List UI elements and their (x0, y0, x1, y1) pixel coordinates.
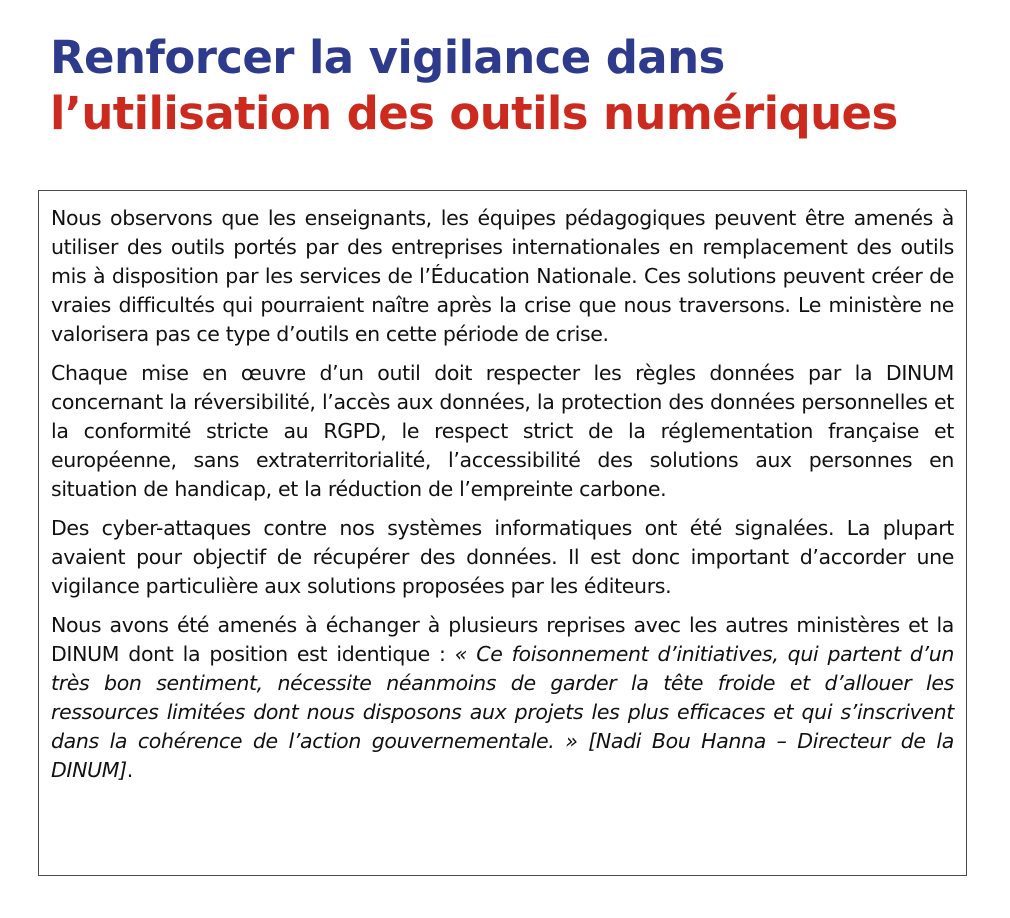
title-line-2: l’utilisation des outils numériques (50, 87, 898, 140)
page-title (50, 30, 898, 142)
paragraph-4 (51, 611, 954, 785)
quote-source: [Nadi Bou Hanna – Directeur de la DINUM] (51, 729, 954, 782)
dinum-quote: « Ce foisonnement d’initiatives, qui partent d’un très bon sentiment, nécessite néanmoins de garder la tête froide et d’allouer les ressources limitées dont nous disposons aux projets les plus efficaces et qui s’inscrivent dans la cohérence de l’action gouvernementale. » (51, 642, 954, 753)
paragraph-2: Chaque mise en œuvre d’un outil doit respecter les règles données par la DINUM concernant la réversibilité, l’accès aux données, la protection des données personnelles et la conformité stricte au RGPD, le respect strict de la réglementation française et européenne, sans extraterritorialité, l’accessibilité des solutions aux personnes en situation de handicap, et la réduction de l’empreinte carbone. (51, 361, 954, 501)
paragraph-1: Nous observons que les enseignants, les équipes pédagogiques peuvent être amenés à utiliser des outils portés par des entreprises internationales en remplacement des outils mis à disposition par les services de l’Éducation Nationale. Ces solutions peuvent créer de vraies difficultés qui pourraient naître après la crise que nous traversons. Le ministère ne valorisera pas ce type d’outils en cette période de crise. (51, 206, 954, 346)
paragraph-3: Des cyber-attaques contre nos systèmes informatiques ont été signalées. La plupart avaient pour objectif de récupérer des données. Il est donc important d’accorder une vigilance particulière aux solutions proposées par les éditeurs. (51, 516, 954, 598)
paragraph-4-end: . (126, 758, 133, 782)
title-line-1: Renforcer la vigilance dans (50, 31, 725, 84)
text-box (38, 190, 967, 876)
paragraph-4-intro: Nous avons été amenés à échanger à plusieurs reprises avec les autres ministères et la DINUM dont la position est identique : (51, 613, 954, 666)
